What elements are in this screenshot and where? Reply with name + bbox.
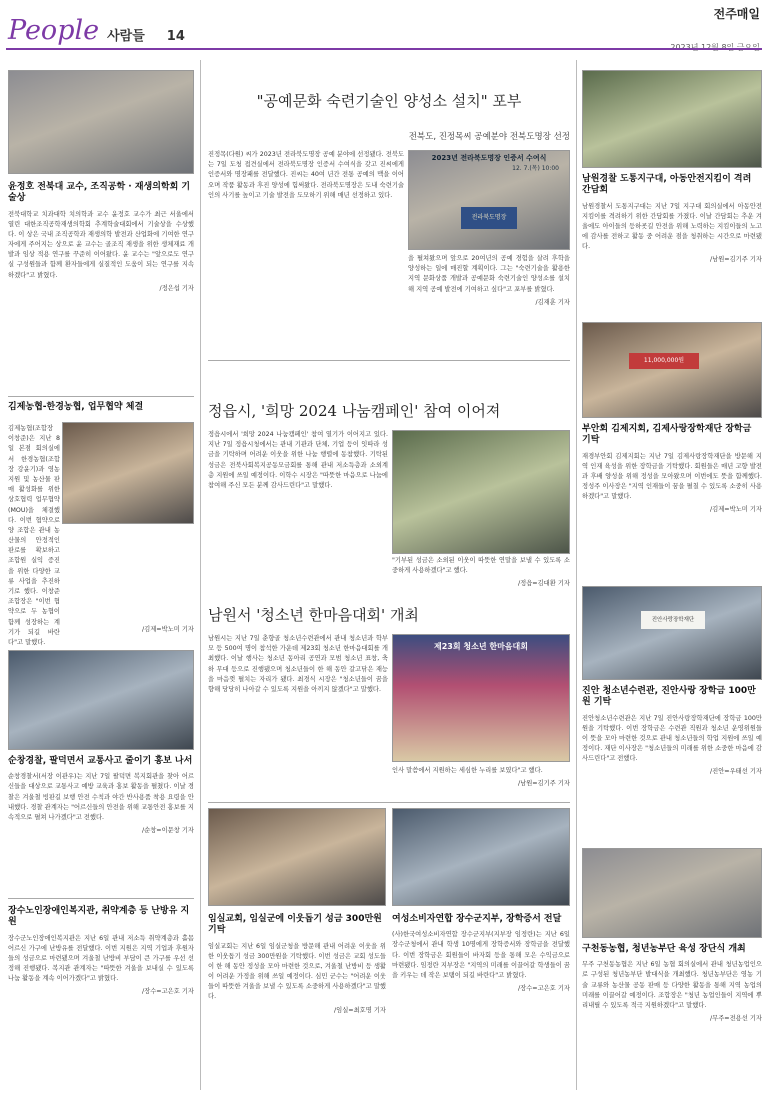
article-caption: 임실교회, 임실군에 이웃돕기 성금 300만원 기탁 [208,914,382,936]
article-d1 [208,914,386,1090]
lead-body-left [208,150,404,345]
lead-body-right [408,254,570,349]
article-a1 [8,182,194,394]
article-byline: /진안=우태선 기자 [710,768,762,776]
article-body: 재경부안회 김제지회는 지난 7일 김제사랑장학재단을 방문해 지역 인재 육성을 위한 장학금을 기탁했다. 회원들은 매년 고향 발전과 후배 양성을 위해 정성을 모아왔으며 이번에도 뜻을 함께했다. 정성주 이사장은 "지역 인재들이 꿈을 펼칠 수 있도록 소중히 사용하겠다"고 말했다. [582,452,762,501]
photo-jinan [582,586,762,680]
photo-date: 12. 7.(목) 10:00 [512,165,559,172]
article-r3 [582,686,762,842]
article-caption: 진안 청소년수련관, 진안사랑 장학금 100만원 기탁 [582,686,756,708]
photo-award [8,70,194,174]
article-byline: /정은섭 기자 [159,284,194,292]
photo-youth-event [392,634,570,762]
article-a2-foot [8,622,194,634]
photo-ceremony [408,150,570,250]
article-body: 장수군노인장애인복지관은 지난 6일 관내 저소득 취약계층과 홀몸 어르신 가구에 난방유를 전달했다. 이번 지원은 지역 기업과 후원자들의 성금으로 마련됐으며 겨울철 난방비 부담이 큰 가구를 우선 선정해 진행됐다. 복지관 관계자는 "따뜻한 겨울을 보내실 수 있도록 나눔 활동을 계속 이어가겠다"고 밝혔다. [8,934,194,983]
article-byline: /임실=최호명 기자 [334,1006,386,1014]
article-byline: /김제=박노미 기자 [710,506,762,514]
article-body: 임실교회는 지난 6일 임실군청을 방문해 관내 어려운 이웃을 위한 이웃돕기 성금 300만원을 기탁했다. 이번 성금은 교회 성도들이 한 해 동안 정성을 모아 마련한 것으로, 겨울철 난방비 등 생활이 어려운 가정을 위해 쓰일 예정이다. 심민 군수는 "어려운 이웃들이 따뜻한 겨울을 보낼 수 있도록 소중하게 사용하겠다"고 말했다. [208,942,386,1001]
section-title: 사람들 [107,29,145,44]
article-caption: 장수노인장애인복지관, 취약계층 등 난방유 지원 [8,906,190,928]
article-body: (사)한국여성소비자연합 장수군지부(지부장 임정란)는 지난 6일 장수군청에서 관내 학생 10명에게 장학증서와 장학금을 전달했다. 이번 장학금은 회원들이 바자회 등을 통해 모은 수익금으로 마련됐다. 임정란 지부장은 "지역의 미래를 이끌어갈 학생들이 꿈을 키우는 데 작은 보탬이 되길 바란다"고 밝혔다. [392,931,570,979]
article-body: 진정목(다원) 씨가 2023년 전라북도명장 공예 분야에 선정됐다. 전북도는 7일 도청 접견실에서 전라북도명장 인증서 수여식을 갖고 진씨에게 인증서와 명장패를 전달했다. 진씨는 40여 년간 전통 공예의 맥을 이어오며 작품 활동과 후진 양성에 힘써왔다. 전라북도명장은 도내 숙련기술인의 사기를 높이고 기술 발전을 도모하기 위해 매년 선정하고 있다. [208,151,404,199]
article-a2-head [8,402,194,422]
photo-donation [392,430,570,554]
lead-subtitle: 전북도, 진정목씨 공예분야 전북도명장 선정 [408,132,570,142]
article-b-side [392,556,570,592]
article-caption: 부안회 김제지회, 김제사랑장학재단 장학금 기탁 [582,424,752,446]
article-b-head [208,400,570,422]
masthead-rule [6,48,762,50]
article-body: 김제농협(조합장 이창준)은 지난 8일 본점 회의실에서 한경농협(조합장 강윤기)과 영농 지원 및 농산물 판매 활성화를 위한 상호협력 업무협약(MOU)을 체결했다. 이번 협약으로 양 조합은 관내 농산물의 안정적인 판로를 확보하고 조합원 실익 증진을 위한 다양한 교류 사업을 추진하기로 했다. 이창준 조합장은 "이번 협약으로 두 농협이 함께 성장하는 계기가 되길 바란다"고 말했다. [8,425,60,646]
article-caption: 윤정호 전북대 교수, 조직공학 · 재생의학회 기술상 [8,182,191,204]
photo-police-meeting [582,70,762,168]
article-caption: 여성소비자연합 장수군지부, 장학증서 전달 [392,914,562,924]
article-headline: 정읍시, '희망 2024 나눔캠페인' 참여 이어져 [208,402,501,420]
article-byline: /순창=이문창 기자 [142,827,194,835]
article-body: "기부된 성금은 소외된 이웃이 따뜻한 연말을 보낼 수 있도록 소중하게 사용하겠다"고 했다. [392,557,570,575]
article-byline: /남원=김기주 기자 [710,256,762,264]
article-a4 [8,906,194,1091]
article-caption: 김제농협-한경농협, 업무협약 체결 [8,402,144,412]
photo-banner: 2023년 전라북도명장 인증서 수여식 [431,154,547,162]
article-caption: 순창경찰, 팔덕면서 교통사고 줄이기 홍보 나서 [8,756,193,766]
article-body: 남원경찰서 도통지구대는 지난 7일 지구대 회의실에서 아동안전지킴이를 격려하기 위한 간담회를 가졌다. 이날 간담회는 추운 겨울에도 아이들의 등하굣길 안전을 위해 노력하는 지킴이들의 노고에 감사를 전하고 활동 중 어려운 점을 청취하는 시간으로 마련됐다. [582,202,762,251]
photo-farmers [582,848,762,938]
article-body: 전북대학교 치과대학 치의학과 교수 윤정호 교수가 최근 서울에서 열린 대한조직공학재생의학회 추계학술대회에서 기술상을 수상했다. 이 상은 국내 조직공학과 재생의학 발전과 산업화에 기여한 연구자에게 주어지는 상으로 윤 교수는 골조직 재생을 위한 생체재료 개발과 임상 적용 연구를 꾸준히 이어왔다. 윤 교수는 "앞으로도 연구실 구성원들과 함께 환자들에게 실질적인 도움이 되는 연구를 지속하겠다"고 밝혔다. [8,210,194,279]
divider [8,898,194,899]
photo-mou [62,422,194,524]
lead-headline: "공예문화 숙련기술인 양성소 설치" 포부 [256,92,522,110]
article-body: 무주 구천동농협은 지난 6일 농협 회의실에서 관내 청년농업인으로 구성된 청년농부단 발대식을 개최했다. 청년농부단은 영농 기술 교류와 농산물 공동 판매 등 다양한 활동을 통해 지역 농업의 미래를 이끌어갈 예정이다. 조합장은 "청년 농업인들이 지역에 뿌리내릴 수 있도록 적극 지원하겠다"고 말했다. [582,961,762,1009]
article-byline: /김제=박노미 기자 [142,626,194,633]
divider [208,360,570,361]
lead-subtitle-wrap [208,130,570,144]
article-byline: /정읍=김대환 기자 [518,580,570,588]
article-byline: /장수=고은호 기자 [142,988,194,996]
photo-scholarship [392,808,570,906]
article-r2 [582,424,762,580]
column-divider [576,60,577,1090]
photo-banner: 제23회 청소년 한마음대회 [434,642,528,651]
article-caption: 구천동농협, 청년농부단 육성 장단식 개최 [582,944,746,954]
article-body: 인사 말씀에서 지원하는 세심한 누리를 보였다"고 했다. [392,767,543,774]
column-divider [200,60,201,1090]
lead-headline-wrap [208,90,570,114]
article-byline: /장수=고은호 기자 [518,985,570,993]
article-r1 [582,174,762,314]
article-body: 진안청소년수련관은 지난 7일 진안사랑장학재단에 장학금 100만원을 기탁했다. 이번 장학금은 수련관 직원과 청소년 운영위원들이 뜻을 모아 마련한 것으로 관내 청소년들의 학업 지원에 쓰일 예정이다. 재단 이사장은 "청소년들의 미래를 위한 소중한 마음에 감사드린다"고 전했다. [582,714,762,763]
photo-buan [582,322,762,418]
donation-board: 11,000,000원 [629,353,699,369]
section-brand: People [8,15,100,46]
masthead-left [8,4,185,44]
photo-police [8,650,194,750]
article-body: 을 펼쳐왔으며 앞으로 20여년의 공예 경험을 살려 후학을 양성하는 일에 매진할 계획이다. 그는 "숙련기술을 활용한 지역 문화상품 개발과 공예문화 숙련기술인 양성소를 설치해 지역 공예 발전에 기여하고 싶다"고 포부를 밝혔다. [408,255,570,293]
divider [8,396,194,397]
article-body: 순창경찰서(서장 이관우)는 지난 7일 팔덕면 복지회관을 찾아 어르신들을 대상으로 교통사고 예방 교육과 홍보 활동을 펼쳤다. 이날 경찰은 겨울철 빙판길 보행 안전 수칙과 야간 반사용품 착용 요령을 안내했다. 경찰 관계자는 "어르신들의 안전을 위해 교통안전 홍보를 지속적으로 펼쳐 나가겠다"고 전했다. [8,773,194,821]
photo-church [208,808,386,906]
award-plaque: 전라북도명장 [461,207,517,229]
article-body: 남원시는 지난 7일 춘향골 청소년수련관에서 관내 청소년과 학부모 등 500여 명이 참석한 가운데 제23회 청소년 한마음대회를 개최했다. 이날 행사는 청소년 동아리 공연과 모범 청소년 표창, 축하 무대 등으로 진행됐으며 청소년들이 한 해 동안 갈고닦은 재능을 마음껏 펼치는 자리가 됐다. 최경식 시장은 "청소년들이 꿈을 향해 당당히 나아갈 수 있도록 지원을 아끼지 않겠다"고 말했다. [208,635,388,693]
page-number: 14 [166,29,185,44]
article-a3 [8,756,194,888]
article-r4 [582,944,762,1090]
masthead-right [670,5,760,53]
article-caption: 남원경찰 도통지구대, 아동안전지킴이 격려 간담회 [582,174,752,196]
article-body: 정읍시에서 '희망 2024 나눔캠페인' 참여 열기가 이어지고 있다. 지난 7일 정읍시청에서는 관내 기관과 단체, 기업 등이 잇따라 성금을 기탁하며 어려운 이웃을 위한 나눔 행렬에 동참했다. 기탁된 성금은 전북사회복지공동모금회를 통해 관내 저소득층과 소외계층 지원에 쓰일 예정이다. 이학수 시장은 "따뜻한 마음으로 나눔에 참여해 주신 모든 분께 감사드린다"고 말했다. [208,431,388,489]
article-byline: /김재훈 기자 [535,298,570,306]
divider [208,802,570,803]
article-byline: /무주=전용선 기자 [710,1015,762,1023]
article-d2 [392,914,570,1090]
article-headline: 남원서 '청소년 한마음대회' 개최 [208,606,419,624]
article-c-side [392,766,570,798]
article-b-body [208,430,388,590]
article-c-head [208,604,570,626]
article-c-body [208,634,388,798]
donation-board: 진안사랑장학재단 [641,611,705,629]
article-a2-side [8,424,60,646]
article-byline: /남원=김기주 기자 [518,780,570,788]
newspaper-name: 전주매일 [713,7,760,21]
